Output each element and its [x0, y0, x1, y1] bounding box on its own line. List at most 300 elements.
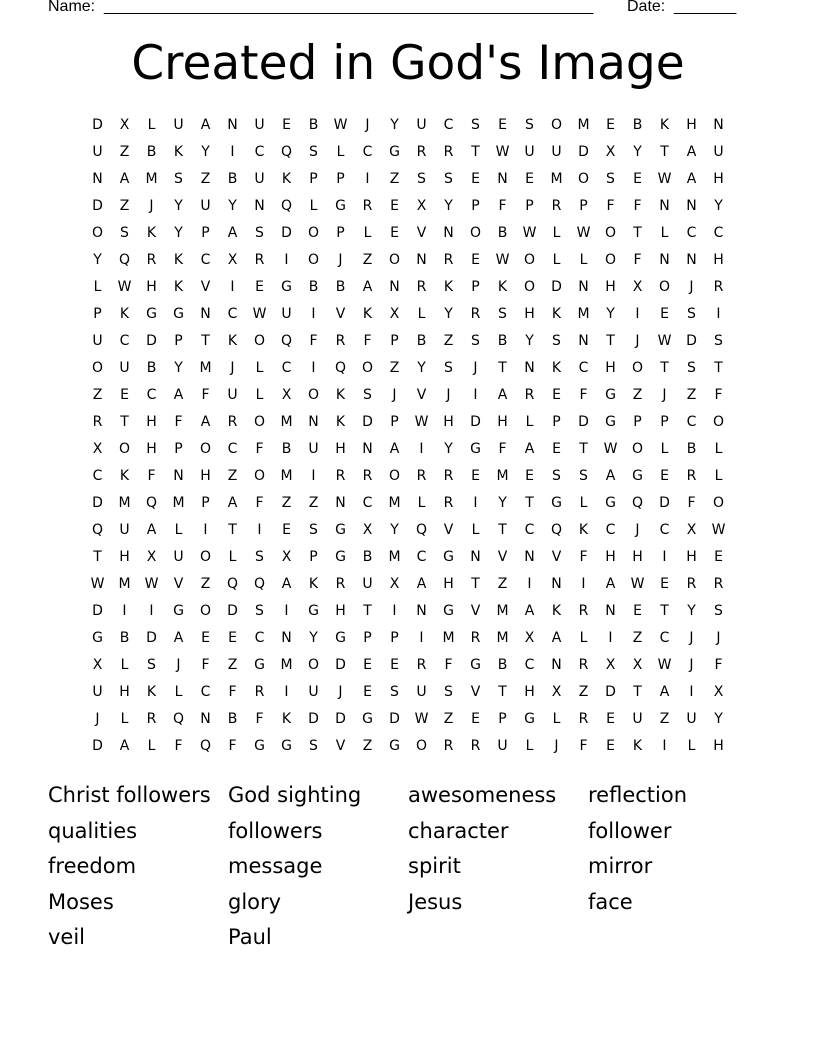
grid-letter: I [662, 549, 667, 565]
grid-letter: Z [281, 495, 292, 511]
grid-letter: E [660, 306, 669, 322]
grid-row [84, 463, 734, 490]
grid-letter: Y [606, 306, 615, 322]
grid-letter: Y [444, 198, 453, 214]
grid-letter: L [336, 144, 345, 160]
grid-letter: U [686, 711, 697, 727]
grid-letter: L [471, 522, 480, 538]
grid-letter: W [414, 414, 429, 430]
grid-letter: I [473, 495, 478, 511]
grid-letter: Z [389, 171, 400, 187]
grid-letter: X [416, 198, 427, 214]
grid-letter: G [551, 495, 562, 511]
grid-letter: W [414, 711, 429, 727]
grid-letter: D [686, 333, 697, 349]
grid-letter: P [498, 711, 507, 727]
grid-letter: Z [362, 738, 373, 754]
grid-letter: Y [444, 441, 453, 457]
grid-letter: Y [444, 306, 453, 322]
grid-letter: G [173, 306, 184, 322]
grid-letter: K [632, 738, 643, 754]
grid-row [84, 247, 734, 274]
grid-letter: N [92, 171, 103, 187]
grid-letter: G [443, 549, 454, 565]
word-list-item: Moses [48, 889, 114, 914]
grid-letter: F [714, 657, 723, 673]
grid-letter: N [524, 360, 535, 376]
grid-letter: Y [390, 522, 399, 538]
grid-letter: H [497, 414, 508, 430]
grid-letter: Q [118, 252, 131, 268]
grid-letter: T [93, 549, 102, 565]
grid-letter: J [473, 360, 478, 376]
grid-letter: C [227, 441, 238, 457]
grid-letter: R [92, 414, 103, 430]
grid-letter: W [144, 576, 159, 592]
grid-letter: H [524, 684, 535, 700]
grid-letter: F [255, 441, 264, 457]
grid-letter: T [498, 522, 507, 538]
grid-letter: A [659, 684, 670, 700]
grid-letter: D [578, 144, 589, 160]
grid-letter: H [200, 468, 211, 484]
grid-letter: X [362, 522, 373, 538]
grid-letter: C [362, 495, 373, 511]
grid-letter: W [252, 306, 267, 322]
grid-letter: V [335, 306, 346, 322]
grid-letter: G [335, 522, 346, 538]
grid-letter: G [308, 603, 319, 619]
grid-letter: N [524, 549, 535, 565]
grid-letter: R [443, 468, 454, 484]
grid-letter: E [525, 468, 534, 484]
grid-letter: P [309, 171, 318, 187]
grid-letter: I [311, 468, 316, 484]
grid-letter: A [524, 441, 535, 457]
grid-letter: R [416, 279, 427, 295]
grid-letter: J [392, 387, 397, 403]
grid-letter: U [416, 684, 427, 700]
grid-letter: L [552, 252, 561, 268]
grid-letter: U [713, 144, 724, 160]
grid-row [84, 355, 734, 382]
grid-letter: Y [714, 198, 723, 214]
grid-letter: P [93, 306, 102, 322]
grid-letter: E [201, 630, 210, 646]
grid-letter: A [281, 576, 292, 592]
grid-letter: Y [417, 360, 426, 376]
grid-letter: U [362, 576, 373, 592]
grid-letter: H [686, 117, 697, 133]
grid-letter: K [281, 711, 292, 727]
grid-letter: F [147, 468, 156, 484]
grid-letter: F [579, 549, 588, 565]
grid-letter: N [362, 441, 373, 457]
grid-letter: T [471, 144, 480, 160]
grid-letter: U [92, 144, 103, 160]
grid-letter: K [146, 684, 157, 700]
grid-letter: N [551, 576, 562, 592]
grid-letter: P [336, 171, 345, 187]
grid-letter: I [662, 738, 667, 754]
grid-letter: I [716, 306, 721, 322]
grid-letter: V [470, 684, 481, 700]
grid-letter: E [606, 711, 615, 727]
grid-letter: L [93, 279, 102, 295]
grid-letter: Y [714, 711, 723, 727]
grid-row [84, 112, 734, 139]
grid-letter: K [497, 279, 508, 295]
grid-letter: Z [119, 198, 130, 214]
grid-letter: A [146, 522, 157, 538]
grid-letter: H [119, 549, 130, 565]
grid-letter: D [335, 711, 346, 727]
grid-letter: Z [119, 144, 130, 160]
grid-letter: F [714, 387, 723, 403]
grid-letter: R [578, 603, 589, 619]
grid-letter: I [230, 279, 235, 295]
grid-letter: O [253, 333, 266, 349]
grid-letter: H [713, 738, 724, 754]
grid-letter: N [686, 198, 697, 214]
grid-letter: P [525, 198, 534, 214]
grid-letter: I [149, 603, 154, 619]
grid-row [84, 652, 734, 679]
grid-letter: B [308, 279, 319, 295]
grid-letter: E [471, 468, 480, 484]
grid-letter: D [659, 495, 670, 511]
grid-letter: B [335, 279, 346, 295]
grid-letter: U [416, 117, 427, 133]
grid-letter: G [281, 738, 292, 754]
grid-letter: K [551, 360, 562, 376]
grid-letter: N [659, 198, 670, 214]
word-list-item: message [228, 854, 323, 878]
word-list-item: face [588, 889, 633, 914]
grid-letter: Y [309, 630, 318, 646]
grid-letter: H [632, 549, 643, 565]
grid-letter: W [657, 333, 672, 349]
grid-letter: W [90, 576, 105, 592]
grid-letter: R [416, 657, 427, 673]
grid-letter: Z [227, 468, 238, 484]
grid-letter: A [362, 279, 373, 295]
grid-letter: J [446, 387, 451, 403]
grid-letter: H [605, 549, 616, 565]
grid-letter: L [660, 441, 669, 457]
grid-letter: F [444, 657, 453, 673]
grid-letter: A [416, 576, 427, 592]
grid-letter: V [416, 387, 427, 403]
grid-letter: H [605, 360, 616, 376]
word-list-item: freedom [48, 854, 137, 878]
grid-letter: V [200, 279, 211, 295]
grid-letter: O [199, 549, 212, 565]
grid-letter: O [307, 252, 320, 268]
grid-letter: M [496, 630, 509, 646]
word-list-item: reflection [588, 783, 688, 807]
grid-letter: B [632, 117, 643, 133]
grid-letter: D [551, 279, 562, 295]
grid-letter: D [605, 684, 616, 700]
grid-letter: P [390, 414, 399, 430]
grid-letter: M [118, 576, 131, 592]
grid-letter: Q [280, 144, 293, 160]
grid-letter: A [227, 495, 238, 511]
grid-letter: C [119, 333, 130, 349]
grid-letter: F [309, 333, 318, 349]
grid-letter: W [495, 252, 510, 268]
grid-letter: S [687, 306, 696, 322]
grid-letter: S [120, 225, 129, 241]
grid-letter: W [657, 171, 672, 187]
grid-letter: I [527, 576, 532, 592]
grid-letter: C [227, 306, 238, 322]
grid-row [84, 490, 734, 517]
grid-letter: P [633, 414, 642, 430]
grid-letter: O [523, 279, 536, 295]
grid-letter: J [689, 657, 694, 673]
grid-letter: F [201, 387, 210, 403]
grid-letter: C [443, 117, 454, 133]
grid-letter: R [227, 414, 238, 430]
grid-row [84, 328, 734, 355]
grid-letter: B [227, 711, 238, 727]
grid-letter: H [335, 441, 346, 457]
grid-letter: Q [91, 522, 104, 538]
grid-letter: R [335, 576, 346, 592]
grid-letter: R [362, 198, 373, 214]
grid-letter: E [363, 657, 372, 673]
grid-letter: F [201, 657, 210, 673]
grid-letter: M [442, 630, 455, 646]
grid-row [84, 166, 734, 193]
grid-letter: S [498, 306, 507, 322]
grid-letter: J [365, 117, 370, 133]
grid-letter: K [335, 414, 346, 430]
grid-letter: H [524, 306, 535, 322]
grid-letter: E [471, 252, 480, 268]
grid-letter: L [579, 630, 588, 646]
grid-letter: S [444, 360, 453, 376]
grid-letter: G [146, 306, 157, 322]
grid-letter: M [280, 657, 293, 673]
grid-letter: I [392, 603, 397, 619]
grid-letter: U [254, 171, 265, 187]
grid-letter: S [687, 360, 696, 376]
grid-letter: G [254, 657, 265, 673]
grid-letter: V [497, 549, 508, 565]
grid-letter: M [577, 117, 590, 133]
grid-letter: A [119, 171, 130, 187]
grid-letter: M [118, 495, 131, 511]
grid-letter: E [714, 549, 723, 565]
grid-letter: Y [228, 198, 237, 214]
grid-letter: Y [525, 333, 534, 349]
grid-letter: E [633, 171, 642, 187]
grid-letter: G [362, 711, 373, 727]
grid-letter: X [551, 684, 562, 700]
grid-letter: H [605, 279, 616, 295]
grid-letter: E [471, 711, 480, 727]
grid-letter: N [551, 657, 562, 673]
grid-letter: W [333, 117, 348, 133]
grid-letter: I [284, 252, 289, 268]
grid-letter: G [605, 414, 616, 430]
grid-letter: K [173, 279, 184, 295]
grid-letter: R [443, 144, 454, 160]
grid-letter: E [471, 171, 480, 187]
grid-letter: C [578, 360, 589, 376]
grid-letter: V [173, 576, 184, 592]
grid-letter: K [443, 279, 454, 295]
grid-letter: N [416, 252, 427, 268]
date-line: _______ [674, 0, 737, 15]
grid-letter: I [608, 630, 613, 646]
grid-letter: P [390, 333, 399, 349]
grid-letter: Z [659, 711, 670, 727]
grid-letter: Q [334, 360, 347, 376]
grid-letter: O [658, 279, 671, 295]
grid-letter: M [388, 495, 401, 511]
grid-letter: V [470, 603, 481, 619]
grid-letter: S [147, 657, 156, 673]
grid-letter: V [335, 738, 346, 754]
grid-letter: S [309, 144, 318, 160]
word-list-item: Jesus [408, 889, 463, 914]
grid-letter: G [281, 279, 292, 295]
grid-letter: P [309, 549, 318, 565]
grid-letter: A [389, 441, 400, 457]
grid-letter: A [524, 603, 535, 619]
grid-letter: B [227, 171, 238, 187]
grid-letter: Q [415, 522, 428, 538]
word-list-item: mirror [588, 854, 653, 878]
grid-row [84, 733, 734, 760]
grid-letter: Z [443, 711, 454, 727]
grid-letter: L [174, 522, 183, 538]
grid-letter: B [119, 630, 130, 646]
grid-letter: T [363, 603, 372, 619]
grid-letter: P [390, 630, 399, 646]
grid-letter: Q [280, 198, 293, 214]
word-list-item: spirit [408, 854, 461, 878]
grid-letter: L [363, 225, 372, 241]
grid-letter: C [713, 225, 724, 241]
grid-letter: C [281, 360, 292, 376]
grid-letter: A [200, 414, 211, 430]
grid-letter: P [174, 441, 183, 457]
grid-letter: O [523, 252, 536, 268]
grid-letter: G [605, 495, 616, 511]
grid-letter: R [578, 711, 589, 727]
grid-row [84, 571, 734, 598]
grid-letter: L [147, 738, 156, 754]
grid-letter: W [576, 225, 591, 241]
grid-letter: R [443, 252, 454, 268]
grid-letter: U [173, 549, 184, 565]
grid-letter: J [230, 360, 235, 376]
grid-letter: F [687, 495, 696, 511]
grid-letter: L [552, 225, 561, 241]
grid-letter: S [417, 171, 426, 187]
grid-letter: I [473, 387, 478, 403]
grid-letter: I [122, 603, 127, 619]
grid-letter: K [551, 306, 562, 322]
grid-letter: Z [200, 576, 211, 592]
grid-letter: M [496, 603, 509, 619]
grid-letter: P [336, 225, 345, 241]
grid-letter: S [471, 333, 480, 349]
grid-letter: U [497, 738, 508, 754]
grid-letter: X [92, 441, 103, 457]
grid-letter: W [603, 441, 618, 457]
grid-letter: G [254, 738, 265, 754]
grid-letter: H [146, 414, 157, 430]
grid-letter: Q [280, 333, 293, 349]
grid-letter: R [470, 738, 481, 754]
grid-letter: X [227, 252, 238, 268]
grid-letter: O [91, 360, 104, 376]
grid-letter: H [713, 252, 724, 268]
grid-letter: J [635, 333, 640, 349]
grid-letter: D [389, 711, 400, 727]
grid-letter: E [390, 225, 399, 241]
grid-letter: F [579, 738, 588, 754]
grid-letter: E [255, 279, 264, 295]
grid-letter: Q [631, 495, 644, 511]
grid-letter: O [361, 360, 374, 376]
grid-letter: M [172, 495, 185, 511]
grid-letter: Y [390, 117, 399, 133]
grid-letter: K [578, 522, 589, 538]
grid-letter: F [255, 711, 264, 727]
grid-letter: K [659, 117, 670, 133]
grid-letter: N [470, 549, 481, 565]
grid-letter: D [227, 603, 238, 619]
grid-letter: A [686, 171, 697, 187]
page-title: Created in God's Image [131, 36, 685, 91]
grid-letter: U [119, 360, 130, 376]
grid-letter: N [254, 198, 265, 214]
grid-letter: J [338, 684, 343, 700]
grid-letter: L [174, 684, 183, 700]
grid-letter: Z [497, 576, 508, 592]
grid-letter: T [606, 333, 615, 349]
grid-letter: W [711, 522, 726, 538]
grid-letter: F [498, 441, 507, 457]
grid-letter: D [362, 414, 373, 430]
grid-letter: N [389, 279, 400, 295]
grid-letter: T [633, 684, 642, 700]
grid-letter: R [335, 468, 346, 484]
word-list-item: followers [228, 818, 323, 843]
grid-letter: K [119, 306, 130, 322]
grid-letter: I [311, 306, 316, 322]
grid-letter: E [525, 171, 534, 187]
grid-letter: K [146, 225, 157, 241]
grid-letter: J [338, 252, 343, 268]
grid-letter: R [713, 279, 724, 295]
grid-letter: J [689, 630, 694, 646]
grid-letter: S [390, 684, 399, 700]
grid-letter: Z [443, 333, 454, 349]
grid-letter: N [443, 225, 454, 241]
grid-letter: Z [92, 387, 103, 403]
grid-letter: D [335, 657, 346, 673]
grid-letter: R [443, 495, 454, 511]
grid-letter: H [443, 576, 454, 592]
